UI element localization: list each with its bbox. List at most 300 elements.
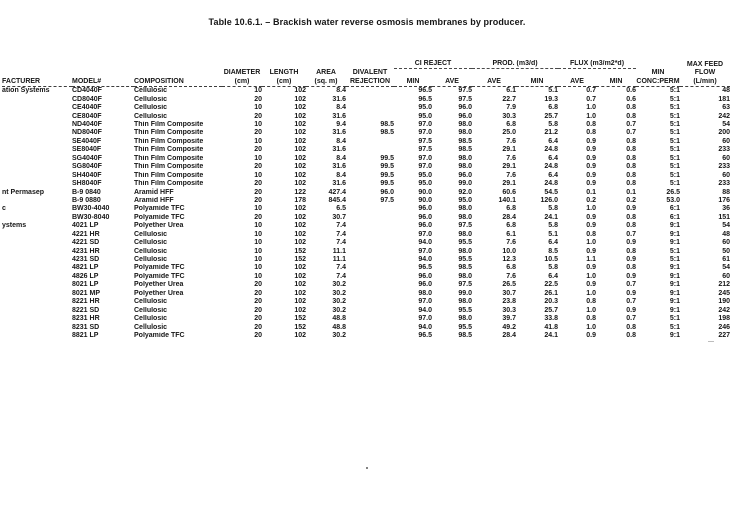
cell-length: 102 — [294, 95, 306, 103]
cell-area: 7.4 — [336, 239, 346, 247]
cell-prod-ave: 140.1 — [498, 196, 516, 204]
header-spacer — [2, 60, 72, 69]
cell-conc-perm: 9:1 — [669, 289, 680, 297]
cell-manufacturer — [2, 138, 72, 146]
cell-manufacturer — [2, 264, 72, 272]
cell-model: SG8040F — [72, 163, 102, 171]
cell-divalent: 99.5 — [380, 154, 394, 162]
cell-flux-ave: 0.9 — [586, 163, 596, 171]
cell-diameter: 20 — [254, 323, 262, 331]
cell-flux-min: 0.9 — [626, 289, 636, 297]
cell-area: 8.4 — [336, 87, 346, 95]
cell-max-feed: 61 — [722, 256, 730, 263]
cell-ci-ave: 96.0 — [458, 104, 472, 112]
cell-area: 9.4 — [336, 121, 346, 128]
cell-flux-ave: 0.9 — [586, 180, 596, 188]
cell-manufacturer — [2, 172, 72, 180]
cell-flux-ave: 1.0 — [586, 112, 596, 120]
cell-area: 30.2 — [332, 306, 346, 314]
cell-divalent — [346, 113, 394, 121]
cell-length: 152 — [294, 315, 306, 323]
cell-ci-min: 96.0 — [418, 281, 432, 289]
table-row — [2, 129, 730, 137]
cell-area: 31.6 — [332, 112, 346, 120]
cell-divalent — [346, 146, 394, 154]
cell-divalent — [346, 96, 394, 104]
cell-model: BW30-4040 — [72, 205, 110, 213]
cell-flux-min: 0.8 — [626, 137, 636, 145]
cell-diameter: 10 — [254, 230, 262, 238]
cell-max-feed: 233 — [718, 146, 730, 154]
cell-conc-perm: 5:1 — [669, 163, 680, 171]
cell-max-feed: 60 — [722, 171, 730, 179]
table-row — [2, 323, 730, 331]
cell-divalent: 96.0 — [380, 188, 394, 196]
cell-max-feed: 181 — [718, 95, 730, 103]
cell-manufacturer: nt Permasep — [2, 188, 45, 196]
cell-divalent — [346, 138, 394, 146]
header-spacer — [636, 60, 680, 69]
cell-length: 102 — [294, 129, 306, 137]
cell-flux-ave: 0.9 — [586, 281, 596, 289]
cell-divalent — [346, 205, 394, 213]
cell-divalent — [346, 222, 394, 230]
cell-flux-min: 0.9 — [626, 272, 636, 280]
cell-diameter: 20 — [254, 188, 262, 196]
table-row — [2, 155, 730, 163]
cell-composition: Thin Film Composite — [134, 180, 204, 188]
header-group-row — [2, 60, 730, 69]
cell-ci-ave: 98.0 — [458, 230, 472, 238]
cell-flux-min: 0.9 — [626, 256, 636, 263]
cell-ci-min: 96.5 — [418, 95, 432, 103]
cell-conc-perm: 5:1 — [669, 315, 680, 323]
cell-ci-ave: 98.5 — [458, 137, 472, 145]
cell-prod-ave: 30.7 — [502, 289, 516, 297]
cell-composition: Cellulosic — [134, 298, 168, 306]
header-spacer — [222, 60, 262, 69]
cell-prod-min: 26.1 — [544, 289, 558, 297]
cell-ci-min: 96.5 — [418, 87, 432, 95]
header-spacer — [516, 69, 558, 77]
cell-diameter: 10 — [254, 239, 262, 247]
cell-diameter: 20 — [254, 112, 262, 120]
cell-ci-min: 95.0 — [418, 171, 432, 179]
cell-divalent — [346, 256, 394, 264]
cell-ci-ave: 98.5 — [458, 264, 472, 272]
cell-composition: Thin Film Composite — [134, 146, 204, 154]
cell-flux-min: 0.8 — [626, 331, 636, 339]
cell-conc-perm: 9:1 — [669, 281, 680, 289]
cell-composition: Polyamide TFC — [134, 272, 185, 280]
cell-diameter: 10 — [254, 154, 262, 162]
cell-flux-min: 0.7 — [626, 230, 636, 238]
cell-prod-min: 19.3 — [544, 95, 558, 103]
cell-ci-ave: 99.0 — [458, 289, 472, 297]
cell-flux-ave: 0.9 — [586, 146, 596, 154]
cell-diameter: 20 — [254, 196, 262, 204]
cell-length: 102 — [294, 112, 306, 120]
cell-area: 11.1 — [332, 247, 346, 255]
cell-conc-perm: 5:1 — [669, 137, 680, 145]
cell-composition: Polyamide TFC — [134, 213, 185, 221]
cell-flux-min: 0.9 — [626, 306, 636, 314]
cell-flux-ave: 0.8 — [586, 230, 596, 238]
cell-ci-ave: 98.0 — [458, 247, 472, 255]
cell-flux-ave: 1.0 — [586, 323, 596, 331]
cell-ci-ave: 96.0 — [458, 112, 472, 120]
cell-ci-min: 94.0 — [418, 306, 432, 314]
cell-area: 31.6 — [332, 95, 346, 103]
header-spacer — [2, 69, 72, 77]
cell-prod-min: 6.4 — [548, 171, 558, 179]
cell-manufacturer — [2, 121, 72, 129]
cell-manufacturer — [2, 180, 72, 188]
cell-model: 8231 HR — [72, 315, 100, 323]
cell-length: 102 — [294, 331, 306, 339]
cell-conc-perm: 53.0 — [666, 196, 680, 204]
cell-ci-ave: 92.0 — [458, 188, 472, 196]
cell-manufacturer — [2, 96, 72, 104]
cell-max-feed: 176 — [718, 196, 730, 204]
cell-composition: Cellulosic — [134, 239, 168, 247]
cell-diameter: 10 — [254, 272, 262, 280]
cell-prod-ave: 12.3 — [502, 256, 516, 263]
cell-divalent — [346, 264, 394, 272]
header-diameter-line1: DIAMETER — [223, 69, 261, 77]
cell-divalent — [346, 323, 394, 331]
cell-divalent — [346, 273, 394, 281]
cell-model: CE4040F — [72, 104, 102, 112]
cell-ci-min: 97.0 — [418, 315, 432, 323]
cell-ci-ave: 95.5 — [458, 256, 472, 263]
cell-diameter: 20 — [254, 180, 262, 188]
cell-composition: Cellulosic — [134, 323, 168, 331]
cell-area: 30.2 — [332, 289, 346, 297]
header-ci-min: MIN — [394, 78, 432, 87]
cell-conc-perm: 5:1 — [669, 87, 680, 95]
header-prod-min: MIN — [516, 78, 558, 87]
cell-prod-min: 5.8 — [548, 222, 558, 230]
cell-area: 31.6 — [332, 146, 346, 154]
cell-diameter: 10 — [254, 121, 262, 128]
cell-flux-min: 0.7 — [626, 121, 636, 128]
header-group-flux: FLUX (m3/m2*d) — [558, 60, 636, 69]
cell-flux-ave: 0.9 — [586, 331, 596, 339]
cell-prod-min: 24.8 — [544, 146, 558, 154]
cell-flux-min: 0.8 — [626, 154, 636, 162]
cell-length: 102 — [294, 289, 306, 297]
header-length-line1: LENGTH — [269, 69, 299, 77]
cell-composition: Thin Film Composite — [134, 154, 204, 162]
cell-composition: Cellulosic — [134, 104, 168, 112]
cell-flux-min: 0.8 — [626, 213, 636, 221]
cell-conc-perm: 5:1 — [669, 180, 680, 188]
cell-length: 102 — [294, 230, 306, 238]
cell-area: 48.8 — [332, 323, 346, 331]
header-spacer — [394, 69, 432, 77]
cell-model: SH4040F — [72, 171, 102, 179]
cell-prod-min: 6.4 — [548, 239, 558, 247]
cell-composition: Cellulosic — [134, 230, 168, 238]
cell-ci-min: 97.0 — [418, 129, 432, 137]
cell-conc-perm: 5:1 — [669, 129, 680, 137]
cell-diameter: 20 — [254, 129, 262, 137]
cell-diameter: 20 — [254, 213, 262, 221]
cell-flux-min: 0.7 — [626, 281, 636, 289]
cell-ci-min: 96.5 — [418, 331, 432, 339]
table-row — [2, 290, 730, 298]
cell-length: 178 — [294, 196, 306, 204]
header-spacer — [72, 69, 134, 77]
cell-manufacturer: c — [2, 205, 6, 213]
cell-prod-ave: 7.6 — [506, 171, 516, 179]
cell-prod-ave: 29.1 — [502, 163, 516, 171]
cell-divalent — [346, 104, 394, 112]
cell-prod-min: 5.8 — [548, 205, 558, 213]
cell-diameter: 10 — [254, 222, 262, 230]
cell-model: SH8040F — [72, 180, 102, 188]
cell-model: ND8040F — [72, 129, 102, 137]
cell-length: 102 — [294, 213, 306, 221]
cell-max-feed: 198 — [718, 315, 730, 323]
cell-ci-ave: 98.0 — [458, 298, 472, 306]
cell-max-feed: 233 — [718, 180, 730, 188]
cell-divalent — [346, 248, 394, 256]
header-spacer — [346, 60, 394, 69]
cell-diameter: 10 — [254, 247, 262, 255]
cell-length: 152 — [294, 247, 306, 255]
cell-length: 122 — [294, 188, 306, 196]
header-model: MODEL# — [72, 78, 134, 87]
cell-conc-perm: 5:1 — [669, 146, 680, 154]
table-row — [2, 214, 730, 222]
cell-divalent — [346, 315, 394, 323]
cell-prod-ave: 26.5 — [502, 281, 516, 289]
cell-length: 102 — [294, 137, 306, 145]
cell-diameter: 20 — [254, 281, 262, 289]
table-row — [2, 113, 730, 121]
cell-area: 31.6 — [332, 163, 346, 171]
cell-area: 48.8 — [332, 315, 346, 323]
table-row — [2, 248, 730, 256]
cell-max-feed: 212 — [718, 281, 730, 289]
cell-model: 4221 HR — [72, 230, 100, 238]
cell-manufacturer — [2, 323, 72, 331]
cell-max-feed: 54 — [722, 121, 730, 128]
cell-ci-ave: 96.0 — [458, 171, 472, 179]
cell-model: B-9 0840 — [72, 188, 101, 196]
cell-flux-ave: 1.0 — [586, 272, 596, 280]
cell-area: 7.4 — [336, 264, 346, 272]
cell-ci-min: 96.0 — [418, 213, 432, 221]
cell-manufacturer: ystems — [2, 222, 27, 230]
cell-divalent: 98.5 — [380, 121, 394, 128]
header-spacer — [432, 69, 472, 77]
cell-flux-ave: 0.8 — [586, 315, 596, 323]
cell-diameter: 10 — [254, 137, 262, 145]
cell-conc-perm: 9:1 — [669, 264, 680, 272]
cell-composition: Aramid HFF — [134, 188, 174, 196]
cell-flux-ave: 0.2 — [586, 196, 596, 204]
cell-divalent: 99.5 — [380, 180, 394, 188]
table-row — [2, 256, 730, 264]
cell-ci-ave: 99.0 — [458, 180, 472, 188]
table-row — [2, 146, 730, 154]
cell-max-feed: 242 — [718, 306, 730, 314]
cell-length: 102 — [294, 180, 306, 188]
cell-length: 102 — [294, 272, 306, 280]
cell-conc-perm: 5:1 — [669, 104, 680, 112]
table-row — [2, 205, 730, 213]
header-spacer — [134, 69, 222, 77]
cell-prod-min: 6.4 — [548, 272, 558, 280]
table-row — [2, 163, 730, 171]
cell-flux-min: 0.9 — [626, 205, 636, 213]
cell-flux-min: 0.8 — [626, 180, 636, 188]
cell-conc-perm: 5:1 — [669, 323, 680, 331]
cell-area: 31.6 — [332, 129, 346, 137]
cell-divalent — [346, 332, 394, 340]
cell-model: BW30-8040 — [72, 213, 110, 221]
cell-ci-min: 95.0 — [418, 104, 432, 112]
header-mid-row — [2, 69, 730, 77]
cell-max-feed: 190 — [718, 298, 730, 306]
cell-ci-min: 95.0 — [418, 180, 432, 188]
cell-ci-ave: 97.5 — [458, 281, 472, 289]
cell-ci-ave: 95.0 — [458, 196, 472, 204]
cell-ci-min: 97.0 — [418, 163, 432, 171]
cell-model: CE8040F — [72, 112, 102, 120]
cell-diameter: 10 — [254, 264, 262, 272]
cell-conc-perm: 6:1 — [669, 205, 680, 213]
cell-prod-min: 6.4 — [548, 137, 558, 145]
cell-model: 8021 LP — [72, 281, 99, 289]
scan-artifact-dash — [708, 341, 714, 342]
cell-max-feed: 60 — [722, 154, 730, 162]
cell-manufacturer — [2, 290, 72, 298]
cell-conc-perm: 26.5 — [666, 188, 680, 196]
cell-manufacturer — [2, 214, 72, 222]
cell-manufacturer — [2, 129, 72, 137]
cell-max-feed: 242 — [718, 112, 730, 120]
cell-max-feed: 54 — [722, 222, 730, 230]
cell-length: 102 — [294, 154, 306, 162]
cell-composition: Cellulosic — [134, 315, 168, 323]
cell-diameter: 20 — [254, 331, 262, 339]
table-header — [2, 60, 730, 87]
cell-model: 4021 LP — [72, 222, 99, 230]
cell-area: 30.2 — [332, 331, 346, 339]
cell-prod-min: 24.1 — [544, 331, 558, 339]
cell-divalent — [346, 298, 394, 306]
table-body — [2, 87, 730, 340]
cell-prod-min: 25.7 — [544, 112, 558, 120]
cell-composition: Cellulosic — [134, 247, 168, 255]
cell-prod-min: 24.1 — [544, 213, 558, 221]
cell-ci-min: 94.0 — [418, 256, 432, 263]
header-flux-min: MIN — [596, 78, 636, 87]
cell-flux-min: 0.2 — [626, 196, 636, 204]
cell-diameter: 20 — [254, 146, 262, 154]
cell-manufacturer — [2, 155, 72, 163]
table-row — [2, 188, 730, 196]
cell-model: 4821 LP — [72, 264, 99, 272]
cell-composition: Aramid HFF — [134, 196, 174, 204]
header-sub-row — [2, 78, 730, 87]
cell-conc-perm: 9:1 — [669, 230, 680, 238]
cell-manufacturer — [2, 146, 72, 154]
cell-flux-ave: 0.8 — [586, 129, 596, 137]
cell-model: CD4040F — [72, 87, 102, 95]
cell-prod-ave: 30.3 — [502, 112, 516, 120]
header-spacer — [558, 69, 596, 77]
cell-manufacturer — [2, 239, 72, 247]
cell-flux-ave: 0.9 — [586, 213, 596, 221]
table-row — [2, 273, 730, 281]
cell-flux-min: 0.8 — [626, 163, 636, 171]
cell-prod-ave: 6.1 — [506, 230, 516, 238]
cell-area: 30.2 — [332, 298, 346, 306]
cell-length: 102 — [294, 171, 306, 179]
header-spacer — [72, 60, 134, 69]
table-row — [2, 87, 730, 95]
cell-manufacturer — [2, 273, 72, 281]
cell-divalent: 98.5 — [380, 129, 394, 137]
cell-prod-ave: 6.1 — [506, 87, 516, 95]
cell-ci-ave: 98.0 — [458, 213, 472, 221]
cell-ci-ave: 98.5 — [458, 146, 472, 154]
cell-area: 30.7 — [332, 213, 346, 221]
cell-max-feed: 48 — [722, 230, 730, 238]
cell-conc-perm: 5:1 — [669, 171, 680, 179]
cell-composition: Polyether Urea — [134, 289, 184, 297]
cell-prod-ave: 29.1 — [502, 146, 516, 154]
cell-model: CD8040F — [72, 95, 102, 103]
cell-ci-ave: 97.5 — [458, 222, 472, 230]
cell-model: 4221 SD — [72, 239, 100, 247]
table-row — [2, 307, 730, 315]
table-row — [2, 298, 730, 306]
cell-length: 102 — [294, 87, 306, 95]
cell-ci-min: 97.0 — [418, 247, 432, 255]
cell-conc-perm: 9:1 — [669, 298, 680, 306]
cell-prod-ave: 60.6 — [502, 188, 516, 196]
cell-conc-perm: 6:1 — [669, 213, 680, 221]
cell-model: SE8040F — [72, 146, 102, 154]
cell-diameter: 10 — [254, 205, 262, 213]
cell-flux-ave: 0.7 — [586, 87, 596, 95]
cell-area: 7.4 — [336, 230, 346, 238]
cell-max-feed: 48 — [722, 87, 730, 95]
cell-prod-ave: 39.7 — [502, 315, 516, 323]
cell-area: 7.4 — [336, 272, 346, 280]
cell-flux-min: 0.8 — [626, 222, 636, 230]
header-flux-ave: AVE — [558, 78, 596, 87]
cell-divalent: 99.5 — [380, 171, 394, 179]
header-spacer — [306, 60, 346, 69]
cell-area: 8.4 — [336, 137, 346, 145]
cell-flux-min: 0.7 — [626, 315, 636, 323]
header-area-unit: (sq. m) — [306, 78, 346, 87]
cell-max-feed: 63 — [722, 104, 730, 112]
cell-prod-min: 22.5 — [544, 281, 558, 289]
cell-manufacturer — [2, 163, 72, 171]
cell-model: SG4040F — [72, 154, 102, 162]
cell-ci-ave: 98.0 — [458, 154, 472, 162]
cell-prod-min: 25.7 — [544, 306, 558, 314]
cell-prod-ave: 22.7 — [502, 95, 516, 103]
